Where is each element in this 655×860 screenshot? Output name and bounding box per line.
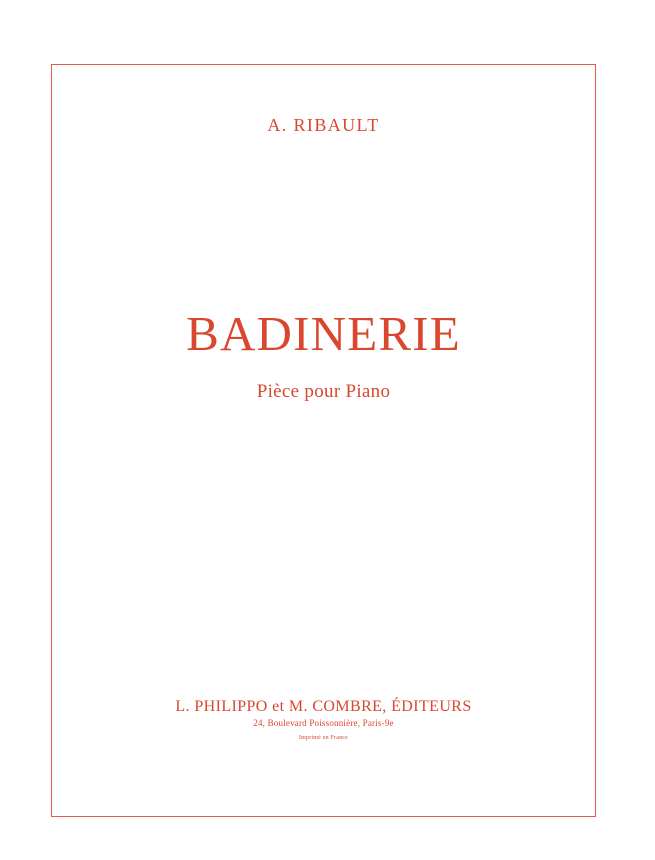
- score-title: BADINERIE: [186, 306, 461, 361]
- publisher-name: L. PHILIPPO et M. COMBRE, ÉDITEURS: [175, 698, 472, 715]
- publisher-address: 24, Boulevard Poissonnière, Paris-9e: [253, 718, 394, 728]
- composer-name: A. RIBAULT: [267, 115, 380, 135]
- score-subtitle: Pièce pour Piano: [256, 381, 391, 402]
- imprint-note: Imprimé en France: [298, 735, 349, 741]
